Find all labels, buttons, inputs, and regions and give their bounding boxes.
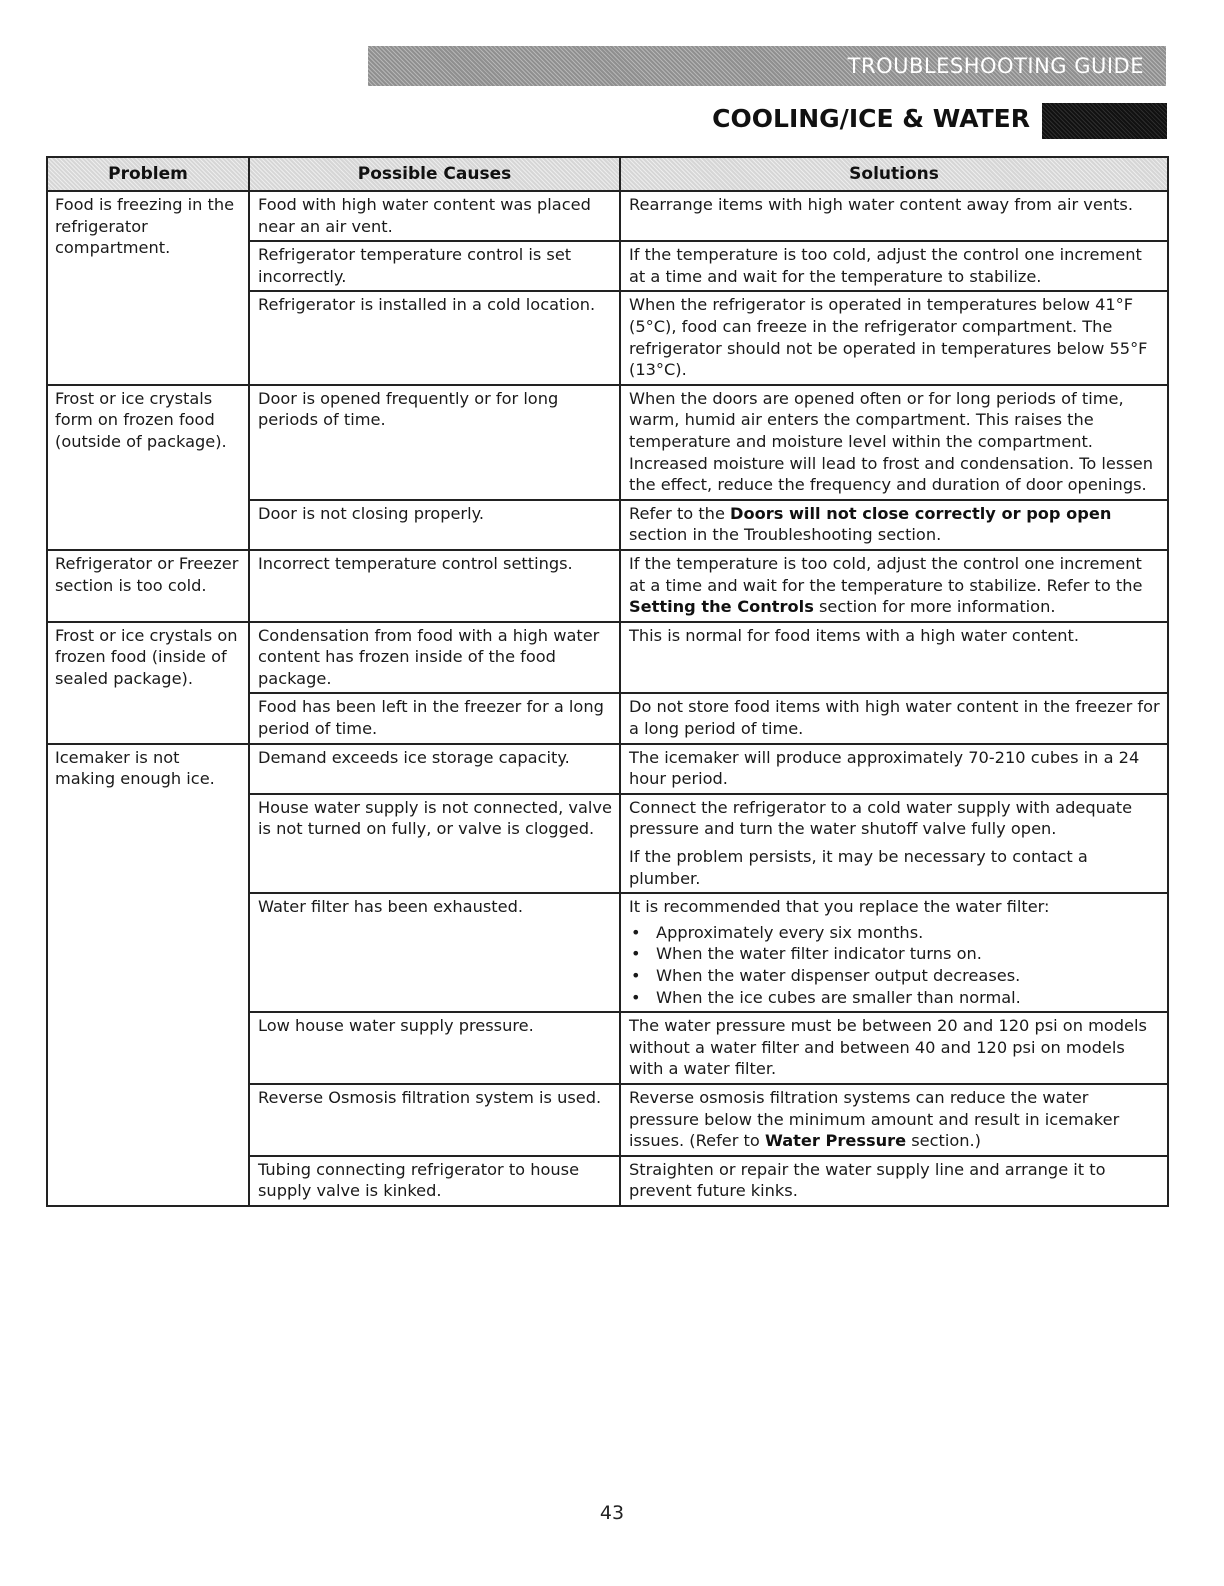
cause-cell: Door is opened frequently or for long periods of time.	[249, 385, 620, 500]
problem-cell: Frost or ice crystals on frozen food (inside of sealed package).	[47, 622, 249, 744]
cause-cell: Incorrect temperature control settings.	[249, 550, 620, 622]
solution-text: Refer to the	[629, 503, 731, 523]
page-title: COOLING/ICE & WATER	[712, 104, 1030, 133]
solution-cell	[620, 1084, 1168, 1156]
list-item: • When the ice cubes are smaller than normal.	[629, 987, 1161, 1009]
list-item: • When the water filter indicator turns on.	[629, 943, 1161, 965]
cause-cell: Demand exceeds ice storage capacity.	[249, 744, 620, 794]
list-item: • Approximately every six months.	[629, 922, 1161, 944]
section-reference: Doors will not close correctly or pop open	[730, 503, 1112, 523]
solution-cell: The water pressure must be between 20 and 120 psi on models without a water filter and between 40 and 120 psi on models with a water filter.	[620, 1012, 1168, 1084]
column-header-problem: Problem	[47, 157, 249, 191]
solution-cell: Rearrange items with high water content away from air vents.	[620, 191, 1168, 241]
cause-cell: Door is not closing properly.	[249, 500, 620, 550]
solution-text: Connect the refrigerator to a cold water supply with adequate pressure and turn the water shutoff valve fully open.	[629, 797, 1133, 839]
cause-cell: Water filter has been exhausted.	[249, 893, 620, 1012]
cause-cell: Condensation from food with a high water content has frozen inside of the food package.	[249, 622, 620, 694]
solution-cell	[620, 550, 1168, 622]
solution-cell: When the doors are opened often or for long periods of time, warm, humid air enters the compartment. This raises the temperature and moisture level within the compartment. Increased moisture will lead to frost and condensation. To lessen the effect, reduce the frequency and duration of door openings.	[620, 385, 1168, 500]
banner-label: TROUBLESHOOTING GUIDE	[847, 54, 1144, 78]
cause-cell: Food with high water content was placed near an air vent.	[249, 191, 620, 241]
list-item: • When the water dispenser output decreases.	[629, 965, 1161, 987]
page-number: 43	[599, 1502, 625, 1524]
problem-cell: Icemaker is not making enough ice.	[47, 744, 249, 1206]
problem-cell: Refrigerator or Freezer section is too cold.	[47, 550, 249, 622]
bullet-list	[629, 922, 1161, 1008]
solution-cell: If the temperature is too cold, adjust the control one increment at a time and wait for the temperature to stabilize.	[620, 241, 1168, 291]
solution-text-followup: If the problem persists, it may be necessary to contact a plumber.	[629, 847, 1088, 888]
solution-cell	[620, 500, 1168, 550]
table-row	[47, 622, 1168, 694]
cause-cell: Refrigerator is installed in a cold location.	[249, 291, 620, 384]
solution-text: section for more information.	[813, 597, 1056, 617]
section-banner	[368, 46, 1166, 86]
problem-cell: Frost or ice crystals form on frozen food (outside of package).	[47, 385, 249, 550]
table-row	[47, 744, 1168, 794]
section-reference: Setting the Controls	[629, 597, 814, 617]
solution-text: section.)	[906, 1131, 982, 1151]
table-row	[47, 191, 1168, 241]
title-decoration-block	[1042, 103, 1167, 139]
section-reference: Water Pressure	[764, 1131, 907, 1151]
cause-cell: Refrigerator temperature control is set incorrectly.	[249, 241, 620, 291]
solution-cell: This is normal for food items with a high water content.	[620, 622, 1168, 694]
cause-cell: Low house water supply pressure.	[249, 1012, 620, 1084]
solution-cell: Straighten or repair the water supply line and arrange it to prevent future kinks.	[620, 1156, 1168, 1206]
solution-cell: The icemaker will produce approximately 70-210 cubes in a 24 hour period.	[620, 744, 1168, 794]
troubleshooting-table	[46, 156, 1169, 1207]
table-row	[47, 385, 1168, 500]
cause-cell: Food has been left in the freezer for a long period of time.	[249, 693, 620, 743]
solution-cell: Do not store food items with high water content in the freezer for a long period of time.	[620, 693, 1168, 743]
solution-cell	[620, 893, 1168, 1012]
solution-text: If the temperature is too cold, adjust the control one increment at a time and wait for the temperature to stabilize. Refer to the	[629, 553, 1143, 595]
column-header-causes: Possible Causes	[249, 157, 620, 191]
cause-cell: Reverse Osmosis filtration system is used.	[249, 1084, 620, 1156]
solution-cell: When the refrigerator is operated in temperatures below 41°F (5°C), food can freeze in the refrigerator compartment. The refrigerator should not be operated in temperatures below 55°F (13°C).	[620, 291, 1168, 384]
column-header-solutions: Solutions	[620, 157, 1168, 191]
solution-text: section in the Troubleshooting section.	[629, 525, 942, 545]
cause-cell: House water supply is not connected, valve is not turned on fully, or valve is clogged.	[249, 794, 620, 893]
cause-cell: Tubing connecting refrigerator to house supply valve is kinked.	[249, 1156, 620, 1206]
table-row	[47, 550, 1168, 622]
problem-cell: Food is freezing in the refrigerator compartment.	[47, 191, 249, 385]
solution-cell	[620, 794, 1168, 893]
table-header-row	[47, 157, 1168, 191]
solution-text: It is recommended that you replace the water filter:	[629, 897, 1050, 917]
solution-text: Reverse osmosis filtration systems can reduce the water pressure below the minimum amount and result in icemaker issues. (Refer to	[629, 1087, 1120, 1151]
